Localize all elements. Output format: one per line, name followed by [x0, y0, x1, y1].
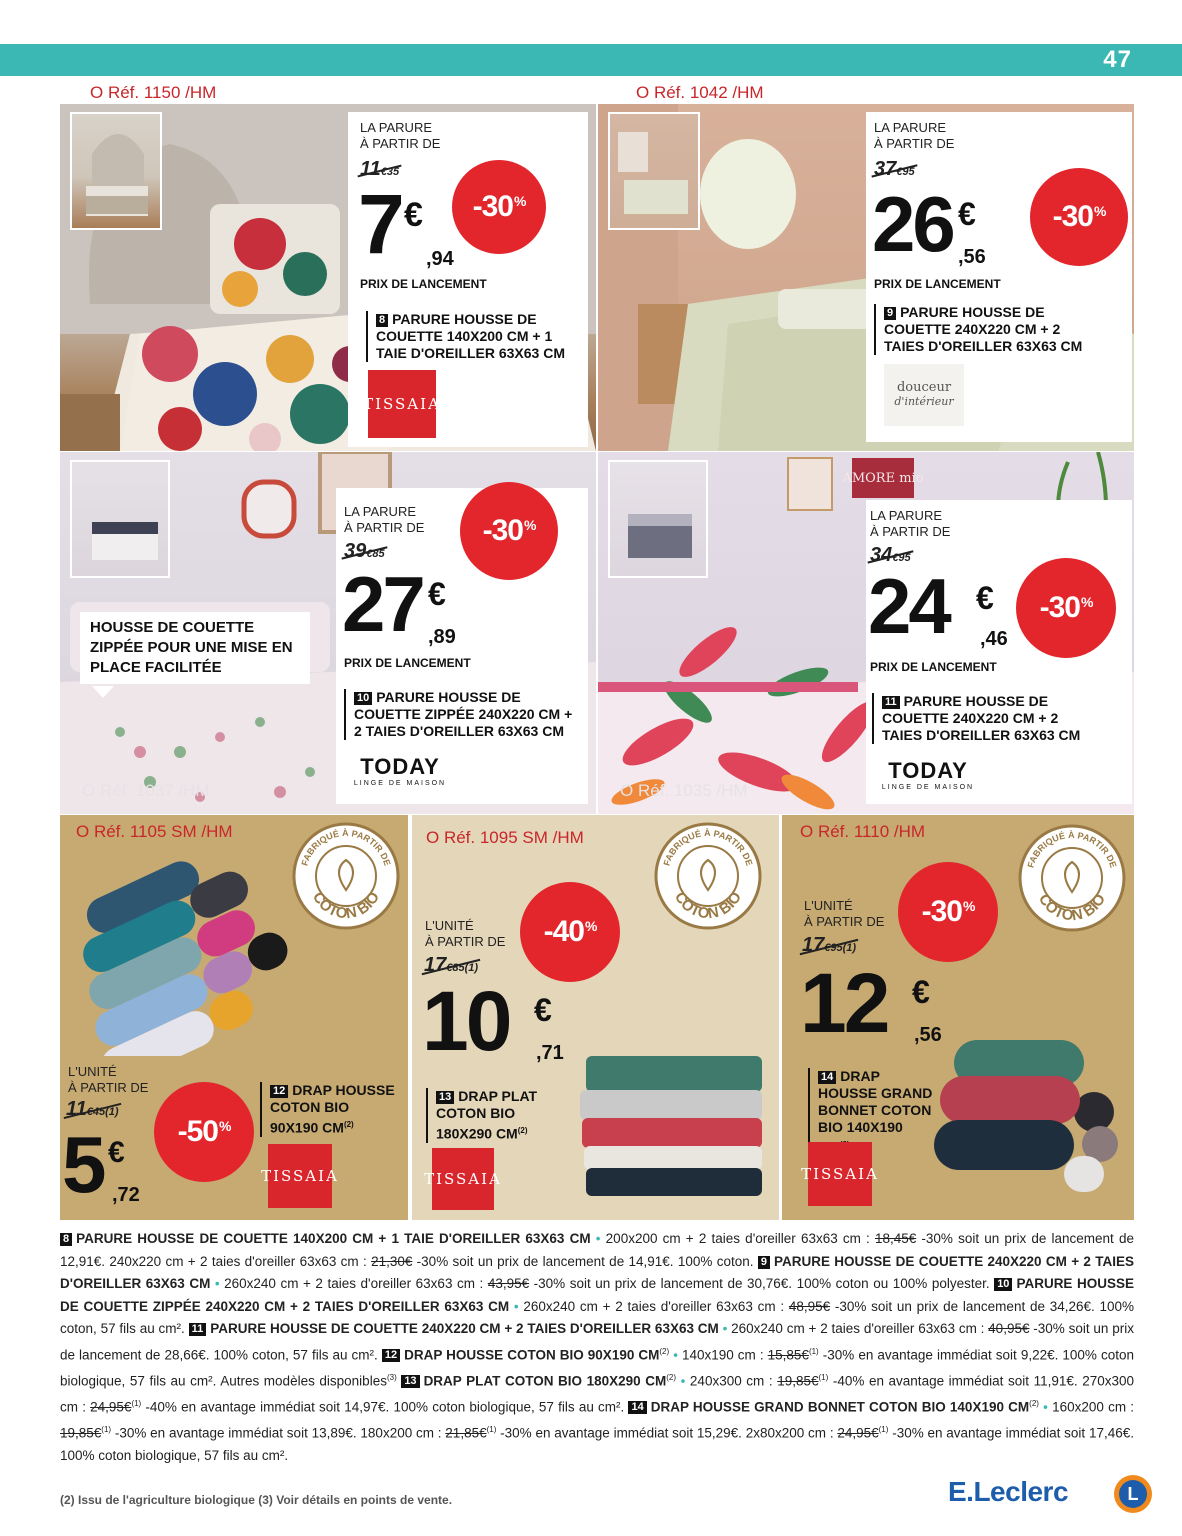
leclerc-logo: E.Leclerc	[948, 1476, 1069, 1507]
price-intro: LA PARURE À PARTIR DE	[870, 508, 951, 539]
product-number: 9	[884, 307, 896, 320]
feature-callout: HOUSSE DE COUETTE ZIPPÉE POUR UNE MISE EN PLACE FACILITÉE	[80, 612, 310, 684]
discount-badge: -30 %	[460, 482, 558, 580]
folded-sheets-photo	[576, 1050, 772, 1200]
organic-cotton-stamp	[1016, 822, 1128, 934]
old-price: 17€95(1)	[802, 934, 857, 956]
launch-price-label: PRIX DE LANCEMENT	[360, 277, 487, 291]
brand-logo-today: TODAY LINGE DE MAISON	[353, 754, 447, 787]
price-intro: LA PARURE À PARTIR DE	[344, 504, 425, 535]
discount-badge: -30 %	[1030, 168, 1128, 266]
discount-badge: -30 %	[1016, 558, 1116, 658]
product-number: 14	[818, 1071, 836, 1084]
product-card	[866, 500, 1132, 804]
thumbnail-photo	[608, 460, 708, 578]
price-intro: LA PARURE À PARTIR DE	[874, 120, 955, 151]
launch-price-label: PRIX DE LANCEMENT	[870, 660, 997, 674]
product-description: 11 PARURE HOUSSE DE COUETTE 240X220 CM + 2 TAIES D'OREILLER 63X63 CM	[872, 693, 1102, 744]
product-reference: O Réf. 1035 /HM	[620, 781, 748, 800]
svg-text:COTON BIO: COTON BIO	[1034, 891, 1110, 925]
product-description: 13 DRAP PLAT COTON BIO 180X290 CM$^{(2)}$	[426, 1088, 556, 1143]
price: 5 € ,72	[62, 1120, 140, 1209]
svg-text:FABRIQUÉ À PARTIR DE: FABRIQUÉ À PARTIR DE	[299, 827, 393, 867]
product-description: 9 PARURE HOUSSE DE COUETTE 240X220 CM + 2 TAIES D'OREILLER 63X63 CM	[874, 304, 1094, 355]
svg-text:AMORE mio: AMORE mio	[842, 471, 924, 486]
product-reference: O Réf. 1095 SM /HM	[426, 828, 584, 847]
brand-logo-tissaia: TISSAIA	[808, 1142, 872, 1206]
product-reference: O Réf. 1105 SM /HM	[76, 822, 233, 841]
launch-price-label: PRIX DE LANCEMENT	[874, 277, 1001, 291]
product-number: 13	[436, 1091, 454, 1104]
price-intro: L'UNITÉ À PARTIR DE	[68, 1064, 149, 1095]
product-description: 10 PARURE HOUSSE DE COUETTE ZIPPÉE 240X220 CM + 2 TAIES D'OREILLER 63X63 CM	[344, 689, 580, 740]
product-reference: O Réf. 1037 /HM	[82, 781, 210, 800]
discount-badge: -50 %	[154, 1082, 254, 1182]
price-intro: L'UNITÉ À PARTIR DE	[804, 898, 885, 929]
old-price: 39€85	[344, 540, 385, 562]
product-description: 8 PARURE HOUSSE DE COUETTE 140X200 CM + 1 TAIE D'OREILLER 63X63 CM	[366, 311, 581, 362]
rolled-sheets-photo	[72, 856, 302, 1056]
top-bar	[0, 44, 1182, 76]
organic-cotton-stamp	[290, 820, 402, 932]
product-description: 12 DRAP HOUSSE COTON BIO 90X190 CM$^{(2)}$	[260, 1082, 400, 1137]
product-number: 11	[882, 696, 900, 709]
product-reference: O Réf. 1042 /HM	[636, 83, 764, 102]
legal-details: 8 PARURE HOUSSE DE COUETTE 140X200 CM + 1 TAIE D'OREILLER 63X63 CM • 200x200 cm + 2 taies d'oreiller 63x63 cm : 18,45€ -30% soit un prix de lancement de 12,91€. 240x220 cm + 2 taies d'oreiller 63x63 cm : 21,30€ -30% soit un prix de lancement de 14,91€. 100% coton. 9 PARURE HOUSSE DE COUETTE 240X220 CM + 2 TAIES D'OREILLER 63X63 CM • 260x240 cm + 2 taies d'oreiller 63x63 cm : 43,95€ -30% soit un prix de lancement de 30,76€. 100% coton ou 100% polyester. 10 PARURE HOUSSE DE COUETTE ZIPPÉE 240X220 CM + 2 TAIES D'OREILLER 63X63 CM • 260x240 cm + 2 taies d'oreiller 63x63 cm : 48,95€ -30% soit un prix de lancement de 34,26€. 100% coton, 57 fils au cm². 11 PARURE HOUSSE DE COUETTE 240X220 CM + 2 TAIES D'OREILLER 63X63 CM • 260x240 cm + 2 taies d'oreiller 63x63 cm : 40,95€ -30% soit un prix de lancement de 28,66€. 100% coton, 57 fils au cm². 12 DRAP HOUSSE COTON BIO 90X190 CM$^{(2)}$ • 140x190 cm : 15,85€$^{(1)}$ -30% en avantage immédiat soit 9,22€. 100% coton biologique, 57 fils au cm². Autres modèles disponibles$^{(3)}$ 13 DRAP PLAT COTON BIO 180X290 CM$^{(2)}$ • 240x300 cm : 19,85€$^{(1)}$ -40% en avantage immédiat soit 11,91€. 270x300 cm : 24,95€$^{(1)}$ -40% en avantage immédiat soit 14,97€. 100% coton biologique, 57 fils au cm². 14 DRAP HOUSSE GRAND BONNET COTON BIO 140X190 CM$^{(2)}$ • 160x200 cm : 19,85€$^{(1)}$ -30% en avantage immédiat soit 13,89€. 180x200 cm : 21,85€$^{(1)}$ -30% en avantage immédiat soit 15,29€. 2x80x200 cm : 24,95€$^{(1)}$ -30% en avantage immédiat soit 17,46€. 100% coton biologique, 57 fils au cm².	[60, 1231, 1135, 1463]
price-intro: L'UNITÉ À PARTIR DE	[425, 918, 506, 949]
old-price: 11€45(1)	[66, 1098, 119, 1120]
footnote: (2) Issu de l'agriculture biologique (3) Voir détails en points de vente.	[60, 1493, 453, 1507]
svg-text:COTON BIO: COTON BIO	[308, 889, 384, 923]
svg-text:FABRIQUÉ À PARTIR DE: FABRIQUÉ À PARTIR DE	[1025, 829, 1119, 869]
launch-price-label: PRIX DE LANCEMENT	[344, 656, 471, 670]
thumbnail-photo	[70, 112, 162, 230]
old-price: 17€85(1)	[424, 954, 479, 976]
price: 7 € ,94	[358, 177, 454, 271]
product-reference: O Réf. 1110 /HM	[800, 822, 926, 841]
product-number: 8	[376, 314, 388, 327]
brand-logo-tissaia: TISSAIA	[432, 1148, 494, 1210]
product-description: 14 DRAP HOUSSE GRAND BONNET COTON BIO 140X190	[808, 1068, 938, 1157]
svg-text:COTON BIO: COTON BIO	[670, 889, 746, 923]
old-price: 34€95	[870, 544, 911, 566]
callout-arrow	[92, 686, 114, 698]
discount-badge: -40 %	[520, 882, 620, 982]
product-number: 10	[354, 692, 372, 705]
brand-logo-tissaia: TISSAIA	[268, 1144, 332, 1208]
price: 24 € ,46	[868, 562, 1008, 650]
old-price: 37€95	[874, 158, 915, 180]
brand-logo-today: TODAY LINGE DE MAISON	[881, 758, 975, 791]
organic-cotton-stamp	[652, 820, 764, 932]
price-intro: LA PARURE À PARTIR DE	[360, 120, 441, 151]
brand-logo-tissaia: TISSAIA	[368, 370, 436, 438]
product-card	[866, 112, 1132, 442]
product-number: 12	[270, 1085, 288, 1098]
discount-badge: -30 %	[452, 160, 546, 254]
svg-text:FABRIQUÉ À PARTIR DE: FABRIQUÉ À PARTIR DE	[661, 827, 755, 867]
rolled-fitted-sheets-photo	[924, 1036, 1122, 1196]
price: 10 € ,71	[422, 974, 564, 1068]
price: 26 € ,56	[872, 180, 986, 268]
product-reference: O Réf. 1150 /HM	[90, 83, 217, 102]
price: 12 € ,56	[800, 956, 942, 1050]
brand-logo-douceur: douceur d'intérieur	[884, 364, 964, 426]
old-price: 11€35	[360, 158, 400, 180]
thumbnail-photo	[70, 460, 170, 578]
discount-badge: -30 %	[898, 862, 998, 962]
page-number: 47	[1103, 46, 1132, 73]
thumbnail-photo	[608, 112, 700, 230]
leclerc-logo-mark: L	[1114, 1475, 1152, 1513]
product-card	[348, 112, 588, 447]
price: 27 € ,89	[342, 560, 456, 648]
